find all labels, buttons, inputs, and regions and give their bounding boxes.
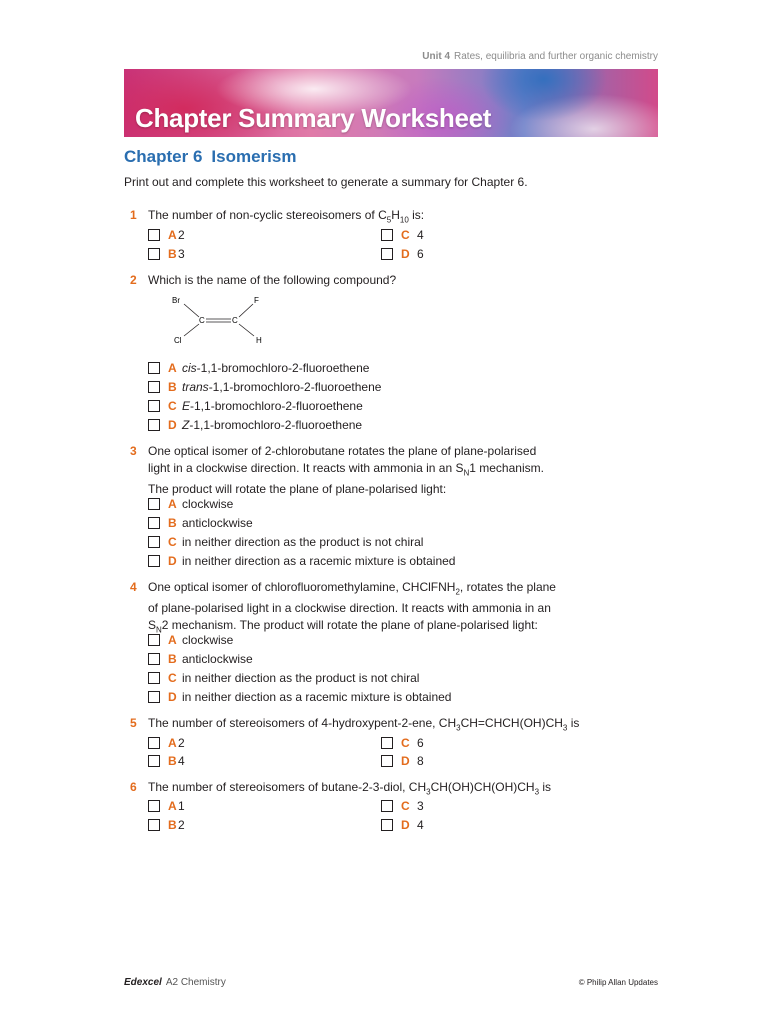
question-number: 1 (130, 208, 137, 222)
chapter-label: Chapter 6 (124, 147, 203, 166)
unit-label: Unit 4 (422, 51, 451, 62)
checkbox[interactable] (381, 737, 393, 749)
checkbox[interactable] (148, 653, 160, 665)
copyright: © Philip Allan Updates (578, 978, 658, 987)
checkbox[interactable] (148, 419, 160, 431)
checkbox[interactable] (148, 517, 160, 529)
footer-brand (124, 977, 226, 988)
course-label: A2 Chemistry (165, 977, 226, 988)
checkbox[interactable] (381, 800, 393, 812)
question-number: 6 (130, 780, 137, 794)
chapter-heading (124, 147, 296, 167)
checkbox[interactable] (148, 229, 160, 241)
unit-subtitle: Rates, equilibria and further organic chemistry (454, 51, 658, 62)
checkbox[interactable] (148, 737, 160, 749)
brand-label: Edexcel (124, 977, 162, 988)
atom-br: Br (172, 296, 180, 305)
checkbox[interactable] (148, 498, 160, 510)
checkbox[interactable] (381, 229, 393, 241)
checkbox[interactable] (381, 819, 393, 831)
worksheet-title: Chapter Summary Worksheet (135, 103, 492, 133)
question-text: The number of non-cyclic stereoisomers of $C_5H_{10}$ is: (148, 208, 425, 225)
bond-h (239, 324, 254, 336)
question-text: The number of stereoisomers of 4-hydroxypent-2-ene, $CH_3CH=CHCH(OH)CH_3$ is (148, 716, 580, 733)
checkbox[interactable] (148, 672, 160, 684)
atom-cl: Cl (174, 336, 182, 345)
checkbox[interactable] (148, 691, 160, 703)
question-text: One optical isomer of chlorofluoromethylamine, CHClFNH$_2$, rotates the plane of plane-polarised light in a clockwise direction. It reacts with ammonia in an $S_N2$ mechanism. The product will rotate the plane of plane-polarised light: (148, 580, 556, 635)
unit-header (422, 51, 658, 62)
title-banner (124, 69, 658, 137)
checkbox[interactable] (148, 755, 160, 767)
atom-f: F (254, 296, 259, 305)
checkbox[interactable] (148, 819, 160, 831)
atom-c2: C (232, 316, 238, 325)
bond-f (239, 304, 253, 317)
checkbox[interactable] (381, 248, 393, 260)
molecule-diagram (170, 295, 270, 347)
question-number: 4 (130, 580, 137, 594)
question-text: Which is the name of the following compound? (148, 273, 397, 287)
atom-h: H (256, 336, 262, 345)
atom-c1: C (199, 316, 205, 325)
chapter-name: Isomerism (211, 147, 297, 166)
question-text: One optical isomer of 2-chlorobutane rotates the plane of plane-polarised light in a clockwise direction. It reacts with ammonia in an $S_N1$ mechanism. The product will rotate the plane of plane-polarised light: (148, 444, 544, 497)
checkbox[interactable] (381, 755, 393, 767)
question-number: 2 (130, 273, 137, 287)
checkbox[interactable] (148, 248, 160, 260)
question-text: The number of stereoisomers of butane-2-3-diol, $CH_3CH(OH)CH(OH)CH_3$ is (148, 780, 552, 797)
checkbox[interactable] (148, 381, 160, 393)
bond-cl (184, 324, 199, 336)
question-number: 3 (130, 444, 137, 458)
checkbox[interactable] (148, 400, 160, 412)
bond-br (184, 304, 199, 317)
checkbox[interactable] (148, 800, 160, 812)
question-number: 5 (130, 716, 137, 730)
checkbox[interactable] (148, 362, 160, 374)
checkbox[interactable] (148, 555, 160, 567)
checkbox[interactable] (148, 634, 160, 646)
checkbox[interactable] (148, 536, 160, 548)
intro-text: Print out and complete this worksheet to generate a summary for Chapter 6. (124, 175, 528, 189)
